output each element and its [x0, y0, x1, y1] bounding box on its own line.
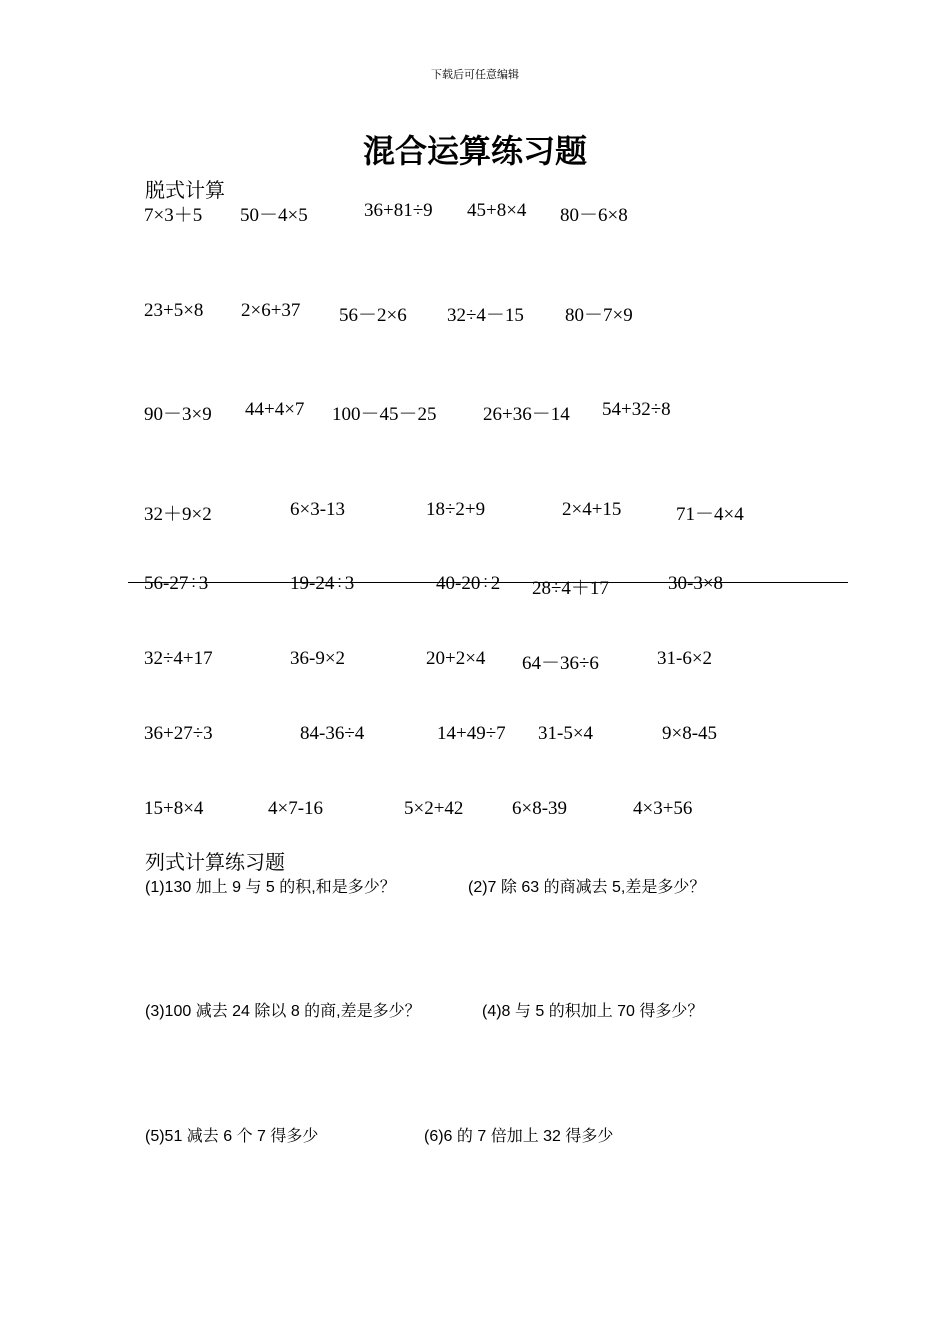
expression: 36+27÷3: [144, 723, 213, 744]
expression: 31-6×2: [657, 648, 713, 669]
section-heading-stepwise: 脱式计算: [145, 178, 225, 202]
expression: 71－4×4: [676, 504, 744, 525]
word-problem: (1)130 加上 9 与 5 的积,和是多少？: [145, 879, 396, 896]
word-problem: (2)7 除 63 的商减去 5,差是多少？: [468, 879, 706, 896]
expression: 15+8×4: [144, 798, 204, 819]
expression: 32＋9×2: [144, 504, 212, 525]
expression: 4×7-16: [268, 798, 324, 819]
expression: 20+2×4: [426, 648, 486, 669]
expression: 6×8-39: [512, 798, 568, 819]
expression: 54+32÷8: [602, 399, 671, 420]
expression: 32÷4－15: [447, 305, 524, 326]
expression: 23+5×8: [144, 300, 204, 321]
expression: 80－7×9: [565, 305, 633, 326]
section-heading-word-problems: 列式计算练习题: [145, 850, 285, 874]
word-problem: (6)6 的 7 倍加上 32 得多少: [424, 1128, 614, 1145]
expression: 32÷4+17: [144, 648, 213, 669]
expression: 44+4×7: [245, 399, 305, 420]
expression: 84-36÷4: [300, 723, 365, 744]
expression: 64－36÷6: [522, 653, 599, 674]
expression: 14+49÷7: [437, 723, 506, 744]
expression: 30-3×8: [668, 573, 724, 594]
expression: 2×4+15: [562, 499, 622, 520]
expression: 19-24÷3: [290, 573, 355, 594]
expression: 80－6×8: [560, 205, 628, 226]
header-note: 下载后可任意编辑: [431, 68, 519, 81]
word-problem: (3)100 减去 24 除以 8 的商,差是多少？: [145, 1003, 421, 1020]
expression: 36-9×2: [290, 648, 346, 669]
word-problem: (5)51 减去 6 个 7 得多少: [145, 1128, 319, 1145]
strikethrough-line: [128, 582, 848, 583]
expression: 4×3+56: [633, 798, 693, 819]
expression: 28÷4＋17: [532, 578, 609, 599]
expression: 5×2+42: [404, 798, 464, 819]
expression: 31-5×4: [538, 723, 594, 744]
expression: 100－45－25: [332, 404, 437, 425]
expression: 26+36－14: [483, 404, 570, 425]
expression: 6×3-13: [290, 499, 346, 520]
expression: 50－4×5: [240, 205, 308, 226]
expression: 36+81÷9: [364, 200, 433, 221]
expression: 56-27÷3: [144, 573, 209, 594]
expression: 90－3×9: [144, 404, 212, 425]
expression: 40-20÷2: [436, 573, 501, 594]
expression: 45+8×4: [467, 200, 527, 221]
expression: 18÷2+9: [426, 499, 486, 520]
expression: 7×3＋5: [144, 205, 203, 226]
page-title: 混合运算练习题: [362, 132, 587, 170]
word-problem: (4)8 与 5 的积加上 70 得多少？: [482, 1003, 704, 1020]
expression: 56－2×6: [339, 305, 407, 326]
expression: 9×8-45: [662, 723, 718, 744]
expression: 2×6+37: [241, 300, 301, 321]
